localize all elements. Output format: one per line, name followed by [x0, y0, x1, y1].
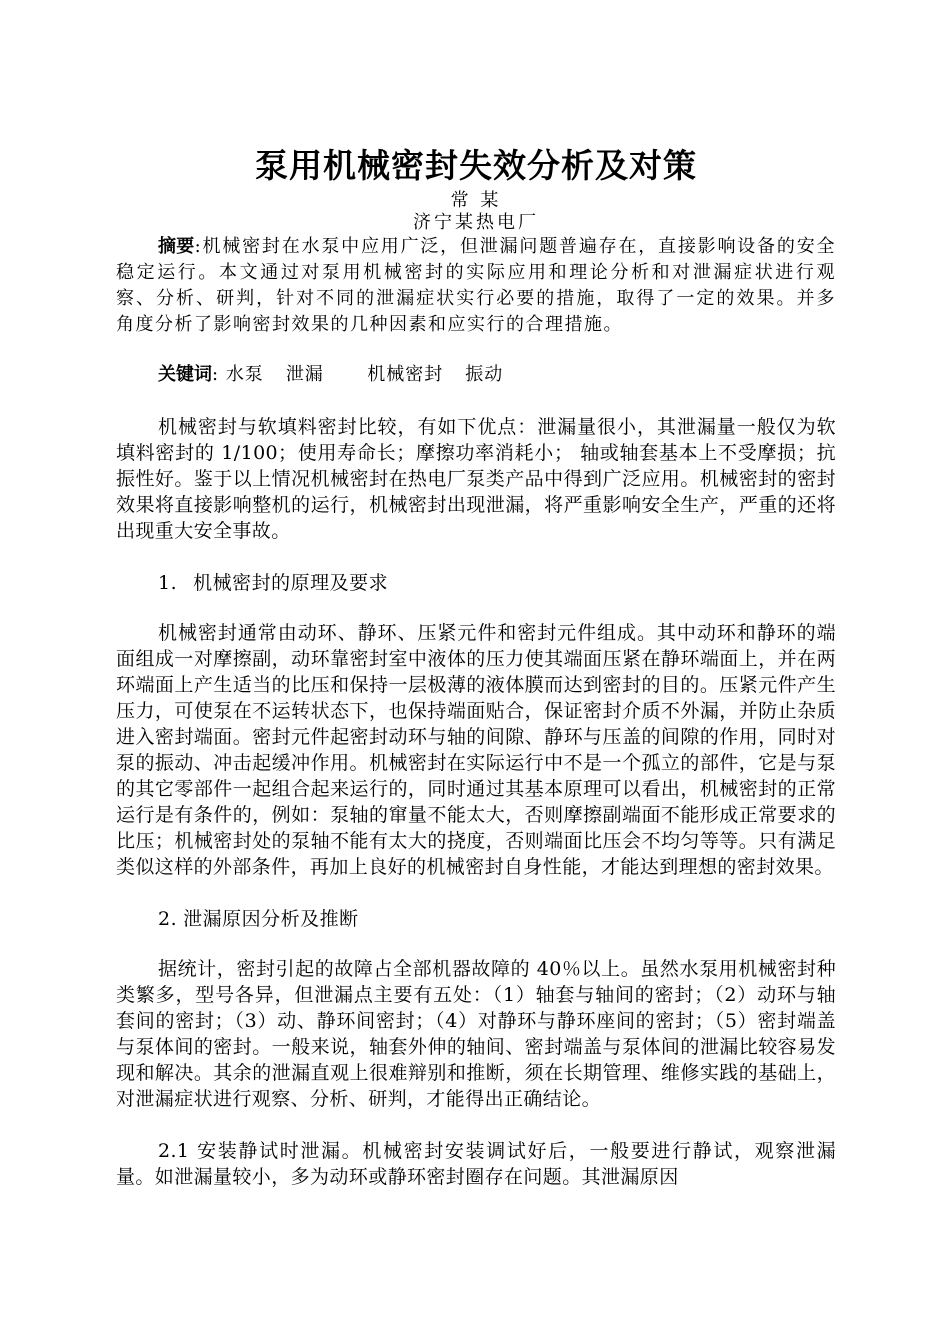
subsection-paragraph	[116, 1138, 836, 1190]
keyword-item: 机械密封	[367, 364, 444, 385]
keywords-label: 关键词	[158, 364, 212, 385]
section-number: 1.	[158, 572, 178, 594]
abstract-colon: :	[194, 236, 203, 257]
section-title: 泄漏原因分析及推断	[183, 908, 359, 930]
keyword-item: 水泵	[225, 364, 264, 385]
section-number: 2.	[158, 908, 178, 930]
keywords-line	[116, 362, 836, 388]
section-heading	[116, 570, 836, 596]
abstract-paragraph	[116, 234, 836, 338]
author-name: 常 某	[450, 190, 502, 211]
abstract-text: 机械密封在水泵中应用广泛，但泄漏问题普遍存在，直接影响设备的安全稳定运行。本文通过对泵用机械密封的实际应用和理论分析和对泄漏症状进行观察、分析、研判，针对不同的泄漏症状实行必要的措施，取得了一定的效果。并多角度分析了影响密封效果的几种因素和应实行的合理措施。	[116, 236, 837, 335]
body-paragraph: 机械密封通常由动环、静环、压紧元件和密封元件组成。其中动环和静环的端面组成一对摩擦副，动环靠密封室中液体的压力使其端面压紧在静环端面上，并在两环端面上产生适当的比压和保持一层极薄的液体膜而达到密封的目的。压紧元件产生压力，可使泵在不运转状态下，也保持端面贴合，保证密封介质不外漏，并防止杂质进入密封端面。密封元件起密封动环与轴的间隙、静环与压盖的间隙的作用，同时对泵的振动、冲击起缓冲作用。机械密封在实际运行中不是一个孤立的部件，它是与泵的其它零部件一起组合起来运行的，同时通过其基本原理可以看出，机械密封的正常运行是有条件的，例如：泵轴的窜量不能太大，否则摩擦副端面不能形成正常要求的比压；机械密封处的泵轴不能有太大的挠度，否则端面比压会不均匀等等。只有满足类似这样的外部条件，再加上良好的机械密封自身性能，才能达到理想的密封效果。	[116, 622, 836, 878]
keywords-colon: :	[212, 364, 220, 385]
section-title: 机械密封的原理及要求	[193, 572, 389, 594]
body-paragraph: 据统计，密封引起的故障占全部机器故障的 40％以上。虽然水泵用机械密封种类繁多，型号各异，但泄漏点主要有五处：（1）轴套与轴间的密封；（2）动环与轴套间的密封；（3）动、静环间密封；（4）对静环与静环座间的密封；（5）密封端盖与泵体间的密封。一般来说，轴套外伸的轴间、密封端盖与泵体间的泄漏比较容易发现和解决。其余的泄漏直观上很难辩别和推断，须在长期管理、维修实践的基础上，对泄漏症状进行观察、分析、研判，才能得出正确结论。	[116, 958, 836, 1110]
intro-paragraph: 机械密封与软填料密封比较，有如下优点：泄漏量很小，其泄漏量一般仅为软填料密封的 1/100；使用寿命长；摩擦功率消耗小； 轴或轴套基本上不受摩损；抗振性好。鉴于以上情况机械密封在热电厂泵类产品中得到广泛应用。机械密封的密封效果将直接影响整机的运行，机械密封出现泄漏，将严重影响安全生产，严重的还将出现重大安全事故。	[116, 416, 836, 542]
keyword-item: 振动	[465, 364, 504, 385]
author-affiliation: 济宁某热电厂	[413, 212, 539, 233]
paper-title: 泵用机械密封失效分析及对策	[255, 146, 697, 185]
subsection-text: 安装静试时泄漏。机械密封安装调试好后，一般要进行静试，观察泄漏量。如泄漏量较小，多为动环或静环密封圈存在问题。其泄漏原因	[116, 1140, 836, 1188]
keyword-item: 泄漏	[285, 364, 324, 385]
abstract-label: 摘要	[158, 236, 195, 257]
document-page	[116, 142, 836, 1190]
subsection-number: 2.1	[158, 1140, 190, 1162]
section-heading	[116, 906, 836, 932]
